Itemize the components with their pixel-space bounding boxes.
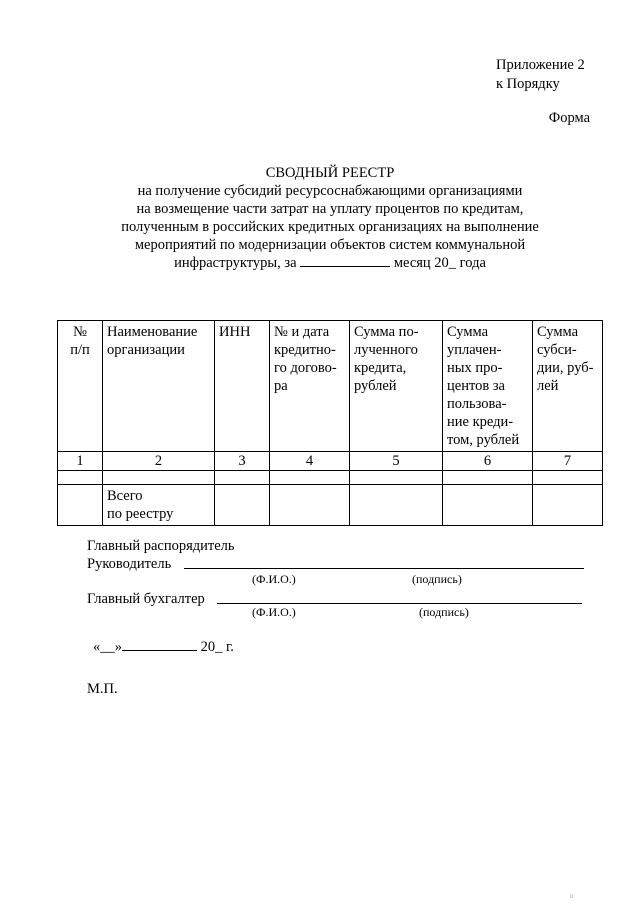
table-cell <box>443 471 533 485</box>
title-line-2: на возмещение части затрат на уплату процентов по кредитам, <box>136 201 524 217</box>
column-number-row <box>58 452 603 471</box>
head-signature-caption: (подпись) <box>412 572 462 586</box>
table-cell <box>103 471 215 485</box>
date-year: 20_ г. <box>200 639 234 655</box>
table-cell <box>270 471 350 485</box>
header-cell-subsidy-amount: Сумма субси- дии, руб- лей <box>533 321 603 452</box>
table-cell <box>215 485 270 526</box>
document-title <box>80 164 580 272</box>
month-blank <box>300 254 390 267</box>
empty-data-row <box>58 471 603 485</box>
date-month-blank <box>122 638 197 651</box>
accountant-signature-caption: (подпись) <box>419 605 469 619</box>
column-number: 7 <box>533 452 603 471</box>
head-signature-line <box>184 554 584 569</box>
header-cell-number: № п/п <box>58 321 103 452</box>
column-number: 4 <box>270 452 350 471</box>
title-line-5 <box>80 254 580 272</box>
table-cell <box>533 485 603 526</box>
total-row <box>58 485 603 526</box>
chief-manager-label: Главный распорядитель <box>87 538 235 554</box>
title-line-4: мероприятий по модернизации объектов систем коммунальной <box>134 237 526 253</box>
accountant-label: Главный бухгалтер <box>87 591 205 607</box>
footer-mark: II <box>570 895 574 900</box>
appendix-order: к Порядку <box>496 76 560 92</box>
title-heading: СВОДНЫЙ РЕЕСТР <box>265 165 395 181</box>
appendix-number: Приложение 2 <box>496 57 585 73</box>
header-cell-contract: № и дата кредитно- го догово- ра <box>270 321 350 452</box>
column-number: 6 <box>443 452 533 471</box>
table-header-row <box>58 321 603 452</box>
head-fio-caption: (Ф.И.О.) <box>252 572 296 586</box>
column-number: 3 <box>215 452 270 471</box>
total-label: Всего по реестру <box>103 485 215 526</box>
appendix-reference <box>496 56 585 94</box>
table-cell <box>58 471 103 485</box>
title-line-3: полученным в российских кредитных организациях на выполнение <box>121 219 539 235</box>
date-line <box>93 638 234 656</box>
title-line-5-end: месяц 20_ года <box>393 255 486 271</box>
table-cell <box>533 471 603 485</box>
form-label: Форма <box>548 110 590 126</box>
table-cell <box>270 485 350 526</box>
table-cell <box>215 471 270 485</box>
head-label: Руководитель <box>87 556 172 572</box>
table-cell <box>58 485 103 526</box>
title-line-1: на получение субсидий ресурсоснабжающими организациями <box>137 183 523 199</box>
table-cell <box>443 485 533 526</box>
stamp-place: М.П. <box>87 681 118 697</box>
table-cell <box>350 485 443 526</box>
register-table <box>57 320 603 526</box>
column-number: 5 <box>350 452 443 471</box>
date-day: «__» <box>93 639 122 655</box>
accountant-signature-line <box>217 589 582 604</box>
header-cell-credit-amount: Сумма по- лученного кредита, рублей <box>350 321 443 452</box>
title-line-5-start: инфраструктуры, за <box>174 255 297 271</box>
table-cell <box>350 471 443 485</box>
column-number: 1 <box>58 452 103 471</box>
header-cell-inn: ИНН <box>215 321 270 452</box>
accountant-fio-caption: (Ф.И.О.) <box>252 605 296 619</box>
header-cell-organization: Наименование организации <box>103 321 215 452</box>
column-number: 2 <box>103 452 215 471</box>
header-cell-interest-paid: Сумма уплачен- ных про- центов за пользова- ние креди- том, рублей <box>443 321 533 452</box>
